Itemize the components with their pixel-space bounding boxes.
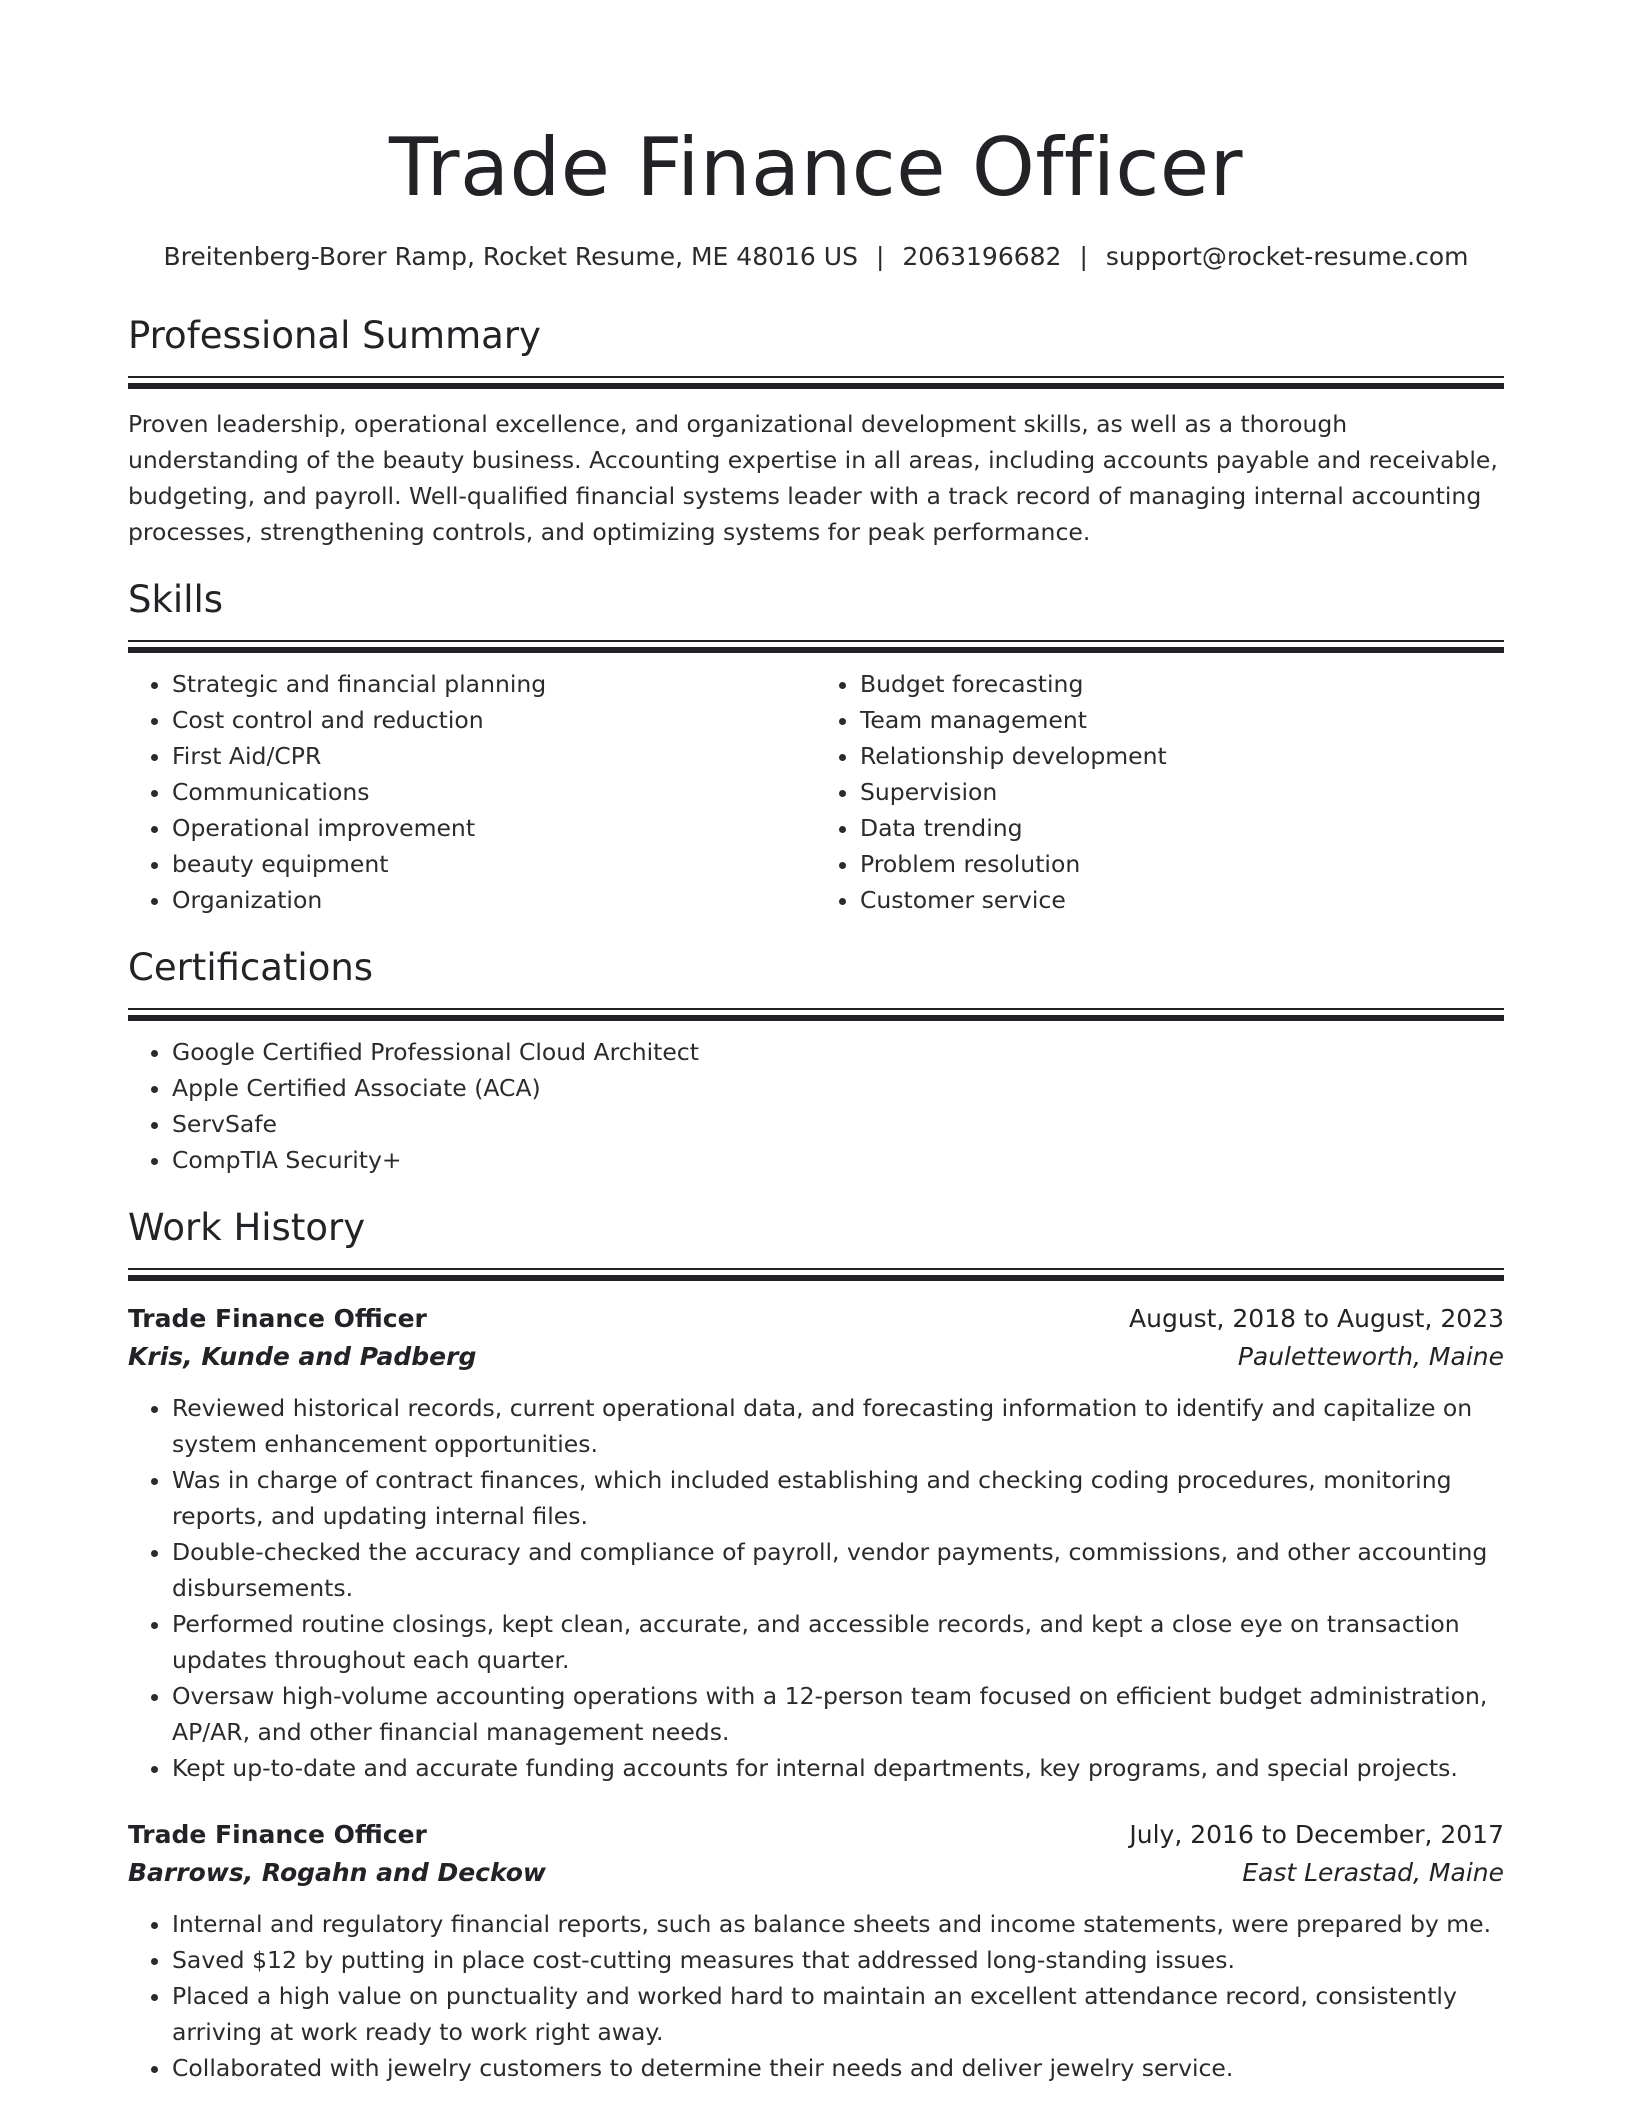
skill-item: • Strategic and financial planning: [172, 666, 816, 702]
job-bullet: • Reviewed historical records, current operational data, and forecasting information to identify and capitalize on system enhancement opportunities.: [172, 1390, 1504, 1462]
job-bullet: • Internal and regulatory financial reports, such as balance sheets and income statements, were prepared by me.: [172, 1906, 1504, 1942]
section-divider: [128, 376, 1504, 388]
skill-item: • Problem resolution: [860, 846, 1504, 882]
job-header-row: [128, 1300, 1504, 1338]
job-bullet: • Was in charge of contract finances, which included establishing and checking coding procedures, monitoring reports, and updating internal files.: [172, 1462, 1504, 1534]
job-company-row: [128, 1338, 1504, 1376]
job-company-row: [128, 1854, 1504, 1892]
contact-separator: |: [1079, 242, 1088, 271]
skills-title: Skills: [128, 578, 224, 621]
skill-item: • Communications: [172, 774, 816, 810]
certification-item: • CompTIA Security+: [172, 1142, 1504, 1178]
certifications-list: [128, 1034, 1504, 1178]
job-dates: July, 2016 to December, 2017: [1129, 1820, 1504, 1849]
job-bullet: • Saved $12 by putting in place cost-cutting measures that addressed long-standing issues.: [172, 1942, 1504, 1978]
job-bullet: • Double-checked the accuracy and compliance of payroll, vendor payments, commissions, and other accounting disbursements.: [172, 1534, 1504, 1606]
job-entry: [128, 1816, 1504, 2086]
skill-item: • Operational improvement: [172, 810, 816, 846]
job-location: Pauletteworth, Maine: [1237, 1342, 1504, 1371]
job-title: Trade Finance Officer: [128, 1304, 427, 1333]
skill-item: • Team management: [860, 702, 1504, 738]
skill-item: • Data trending: [860, 810, 1504, 846]
skills-left-list: [128, 666, 816, 918]
skill-item: • Organization: [172, 882, 816, 918]
job-company: Barrows, Rogahn and Deckow: [128, 1858, 546, 1887]
job-bullet: • Kept up-to-date and accurate funding accounts for internal departments, key programs, and special projects.: [172, 1750, 1504, 1786]
certification-item: • ServSafe: [172, 1106, 1504, 1142]
job-entry: [128, 1300, 1504, 1786]
certification-item: • Google Certified Professional Cloud Architect: [172, 1034, 1504, 1070]
contact-separator: |: [875, 242, 885, 271]
summary-title: Professional Summary: [128, 314, 541, 357]
job-bullet: • Placed a high value on punctuality and worked hard to maintain an excellent attendance record, consistently arriving at work ready to work right away.: [172, 1978, 1504, 2050]
certifications-title: Certifications: [128, 946, 374, 989]
summary-section: [128, 312, 1504, 550]
job-title: Trade Finance Officer: [128, 1820, 427, 1849]
job-bullet: • Performed routine closings, kept clean, accurate, and accessible records, and kept a close eye on transaction updates throughout each quarter.: [172, 1606, 1504, 1678]
work-history-section: [128, 1204, 1504, 2086]
skills-columns: [128, 666, 1504, 918]
skill-item: • Relationship development: [860, 738, 1504, 774]
section-divider: [128, 1268, 1504, 1280]
skill-item: • Supervision: [860, 774, 1504, 810]
skills-section: [128, 576, 1504, 918]
contact-email: support@rocket-resume.com: [1105, 242, 1469, 271]
resume-name: Trade Finance Officer: [388, 121, 1244, 214]
job-bullets: [128, 1390, 1504, 1786]
job-header-row: [128, 1816, 1504, 1854]
job-bullet: • Collaborated with jewelry customers to determine their needs and deliver jewelry service.: [172, 2050, 1504, 2086]
contact-line: [128, 240, 1504, 274]
contact-phone: 2063196682: [902, 242, 1062, 271]
skill-item: • First Aid/CPR: [172, 738, 816, 774]
section-divider: [128, 1008, 1504, 1020]
job-dates: August, 2018 to August, 2023: [1129, 1304, 1504, 1333]
skill-item: • Budget forecasting: [860, 666, 1504, 702]
skill-item: • Customer service: [860, 882, 1504, 918]
contact-address: Breitenberg-Borer Ramp, Rocket Resume, ME 48016 US: [163, 242, 858, 271]
skills-right-list: [816, 666, 1504, 918]
job-bullets: [128, 1906, 1504, 2086]
skill-item: • beauty equipment: [172, 846, 816, 882]
skill-item: • Cost control and reduction: [172, 702, 816, 738]
job-location: East Lerastad, Maine: [1242, 1858, 1504, 1887]
section-divider: [128, 640, 1504, 652]
work-history-title: Work History: [128, 1206, 366, 1249]
certifications-section: [128, 944, 1504, 1178]
job-company: Kris, Kunde and Padberg: [128, 1342, 477, 1371]
job-bullet: • Oversaw high-volume accounting operations with a 12-person team focused on efficient budget administration, AP/AR, and other financial management needs.: [172, 1678, 1504, 1750]
summary-text: Proven leadership, operational excellence, and organizational development skills, as well as a thorough understanding of the beauty business. Accounting expertise in all areas, including accounts payable and receivable, budgeting, and payroll. Well-qualified financial systems leader with a track record of managing internal accounting processes, strengthening controls, and optimizing systems for peak performance.: [128, 410, 1498, 546]
certification-item: • Apple Certified Associate (ACA): [172, 1070, 1504, 1106]
